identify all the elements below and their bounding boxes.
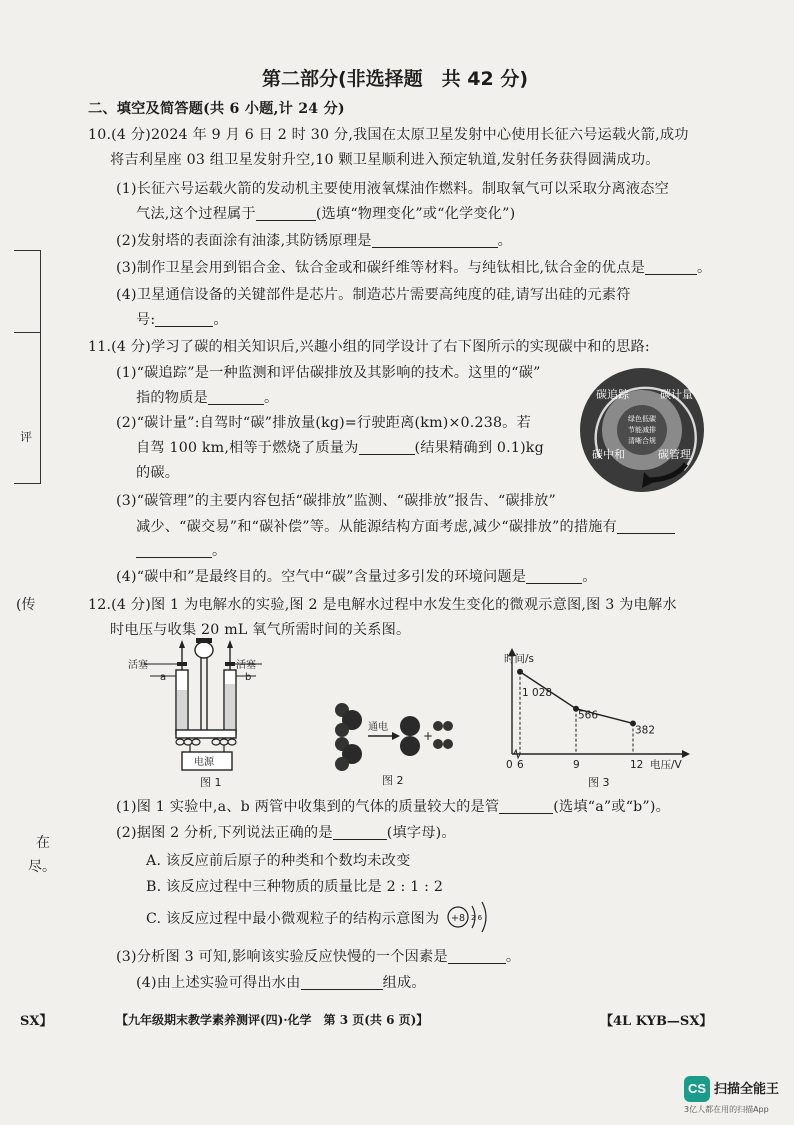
x-tick-label: 12 bbox=[630, 759, 644, 771]
fig3-caption: 图 3 bbox=[588, 776, 610, 789]
diagram-label-neutral: 碳中和 bbox=[592, 448, 625, 461]
q11-part1-line2: 指的物质是 。 bbox=[136, 390, 279, 406]
q11-stem: 11.(4 分)学习了碳的相关知识后,兴趣小组的同学设计了右下图所示的实现碳中和的思路: bbox=[88, 339, 650, 355]
fig2-plus: + bbox=[423, 729, 434, 743]
camscanner-tagline: 3亿人都在用的扫描App bbox=[684, 1105, 769, 1114]
option-c: C. 该反应过程中最小微观粒子的结构示意图为 bbox=[146, 911, 440, 927]
diagram-label-tracking: 碳追踪 bbox=[596, 388, 629, 401]
q10-part2: (2)发射塔的表面涂有油漆,其防锈原理是 。 bbox=[116, 233, 512, 249]
answer-blank[interactable] bbox=[645, 260, 697, 275]
q12-part3: (3)分析图 3 可知,影响该实验反应快慢的一个因素是 。 bbox=[116, 949, 521, 965]
data-label: 1 028 bbox=[522, 686, 553, 699]
q10-stem-line2: 将吉利星座 03 组卫星发射升空,10 颗卫星顺利进入预定轨道,发射任务获得圆满成功。 bbox=[110, 152, 660, 168]
q11-part2-line1: (2)“碳计量”:自驾时“碳”排放量(kg)=行驶距离(km)×0.238。若 bbox=[116, 415, 531, 431]
answer-blank[interactable] bbox=[499, 799, 553, 814]
q10-part4-line1: (4)卫星通信设备的关键部件是芯片。制造芯片需要高纯度的硅,请写出硅的元素符 bbox=[116, 287, 631, 303]
fig1-caption: 图 1 bbox=[200, 776, 222, 789]
q11-part3-line1: (3)“碳管理”的主要内容包括“碳排放”监测、“碳排放”报告、“碳排放” bbox=[116, 493, 557, 509]
fig1-valve-right-label: 活塞 bbox=[236, 660, 256, 671]
section-title: 第二部分(非选择题 共 42 分) bbox=[262, 68, 529, 90]
atom-structure-diagram bbox=[446, 900, 496, 934]
data-label: 382 bbox=[635, 724, 656, 737]
data-point bbox=[517, 669, 523, 675]
q12-part2: (2)据图 2 分析,下列说法正确的是 (填字母)。 bbox=[116, 825, 456, 841]
q12-stem-line1: 12.(4 分)图 1 为电解水的实验,图 2 是电解水过程中水发生变化的微观示意图,图 3 为电解水 bbox=[88, 597, 677, 613]
fig1-tube-a-label: a bbox=[160, 672, 167, 683]
answer-blank[interactable] bbox=[256, 206, 316, 221]
answer-blank[interactable] bbox=[136, 543, 212, 558]
diagram-center-3: 清晰合规 bbox=[628, 437, 656, 445]
subsection-heading: 二、填空及简答题(共 6 小题,计 24 分) bbox=[88, 101, 345, 117]
answer-blank[interactable] bbox=[301, 975, 383, 990]
left-binding-divider bbox=[14, 332, 40, 333]
atom-shells-label: 2 6 bbox=[471, 914, 483, 922]
water-molecule-2 bbox=[335, 737, 362, 771]
q10-part1-line1: (1)长征六号运载火箭的发动机主要使用液氧煤油作燃料。制取氧气可以采取分离液态空 bbox=[116, 181, 670, 197]
q10-part1-line2: 气法,这个过程属于 (选填“物理变化”或“化学变化”) bbox=[136, 206, 516, 222]
option-a: A. 该反应前后原子的种类和个数均未改变 bbox=[146, 853, 411, 869]
q12-stem-line2: 时电压与收集 20 mL 氧气所需时间的关系图。 bbox=[110, 622, 411, 638]
y-axis-label: 时间/s bbox=[504, 653, 535, 665]
answer-blank[interactable] bbox=[526, 569, 582, 584]
figure1-electrolysis-apparatus bbox=[124, 632, 264, 790]
diagram-label-management: 碳管理 bbox=[658, 448, 691, 461]
answer-blank[interactable] bbox=[333, 825, 387, 840]
diagram-center-2: 节能减排 bbox=[628, 426, 656, 434]
fig2-arrow-label: 通电 bbox=[368, 722, 388, 733]
answer-blank[interactable] bbox=[155, 312, 213, 327]
answer-blank[interactable] bbox=[448, 949, 506, 964]
q10-part4-line2: 号: 。 bbox=[136, 312, 228, 328]
figure2-molecule-diagram bbox=[330, 700, 460, 790]
side-mark-1: 评 bbox=[20, 430, 33, 444]
q11-part2-line2: 自驾 100 km,相等于燃烧了质量为 (结果精确到 0.1)kg bbox=[136, 440, 544, 456]
x-tick-label: 0 bbox=[506, 759, 513, 771]
atom-nucleus-label: +8 bbox=[450, 913, 466, 924]
q12-part4: (4)由上述实验可得出水由 组成。 bbox=[136, 975, 426, 991]
figure3-voltage-time-chart bbox=[490, 646, 710, 790]
water-molecule-1 bbox=[335, 703, 362, 737]
fig1-tube-b-label: b bbox=[245, 672, 252, 683]
q12-part1: (1)图 1 实验中,a、b 两管中收集到的气体的质量较大的是管 (选填“a”或“b”)。 bbox=[116, 799, 671, 815]
camscanner-app-name: 扫描全能王 bbox=[714, 1082, 780, 1097]
side-mark-2: (传 bbox=[16, 597, 36, 613]
answer-blank[interactable] bbox=[617, 519, 675, 534]
footer-page-info: 【九年级期末教学素养测评(四)·化学 第 3 页(共 6 页)】 bbox=[116, 1013, 429, 1027]
hydrogen-molecules bbox=[433, 721, 453, 749]
diagram-label-metering: 碳计量 bbox=[660, 388, 693, 401]
left-binding-box bbox=[14, 250, 41, 484]
q11-part4: (4)“碳中和”是最终目的。空气中“碳”含量过多引发的环境问题是 。 bbox=[116, 569, 597, 585]
side-mark-3: 在 bbox=[36, 835, 50, 851]
q11-part1-line1: (1)“碳追踪”是一种监测和评估碳排放及其影响的技术。这里的“碳” bbox=[116, 365, 541, 381]
oxygen-molecule bbox=[400, 716, 420, 756]
x-axis-arrow bbox=[682, 750, 690, 758]
answer-blank[interactable] bbox=[372, 233, 498, 248]
fig1-valve-left-label: 活塞 bbox=[128, 660, 148, 671]
q11-part3-line3: 。 bbox=[136, 540, 226, 560]
fig1-power-label: 电源 bbox=[194, 757, 214, 768]
q11-part2-line3: 的碳。 bbox=[136, 465, 180, 481]
footer-right-code: 【4L KYB—SX】 bbox=[600, 1014, 713, 1029]
x-tick-label: 9 bbox=[573, 759, 580, 771]
diagram-center-1: 绿色低碳 bbox=[628, 415, 656, 423]
x-tick-label: 6 bbox=[517, 759, 524, 771]
carbon-neutral-diagram bbox=[574, 358, 714, 504]
side-mark-4: 尽。 bbox=[28, 859, 56, 875]
q10-stem-line1: 10.(4 分)2024 年 9 月 6 日 2 时 30 分,我国在太原卫星发射中心使用长征六号运载火箭,成功 bbox=[88, 127, 689, 143]
option-b: B. 该反应过程中三种物质的质量比是 2 : 1 : 2 bbox=[146, 879, 444, 895]
fig2-caption: 图 2 bbox=[382, 774, 404, 787]
x-axis-label: 电压/V bbox=[650, 759, 682, 771]
q11-part3-line2: 减少、“碳交易”和“碳补偿”等。从能源结构方面考虑,减少“碳排放”的措施有 bbox=[136, 516, 675, 536]
q10-part3: (3)制作卫星会用到铝合金、钛合金或和碳纤维等材料。与纯钛相比,钛合金的优点是 。 bbox=[116, 260, 712, 276]
footer-left-code: SX】 bbox=[20, 1014, 53, 1029]
data-label: 566 bbox=[578, 709, 599, 722]
answer-blank[interactable] bbox=[208, 390, 264, 405]
camscanner-logo: CS bbox=[684, 1076, 710, 1102]
answer-blank[interactable] bbox=[359, 440, 415, 455]
